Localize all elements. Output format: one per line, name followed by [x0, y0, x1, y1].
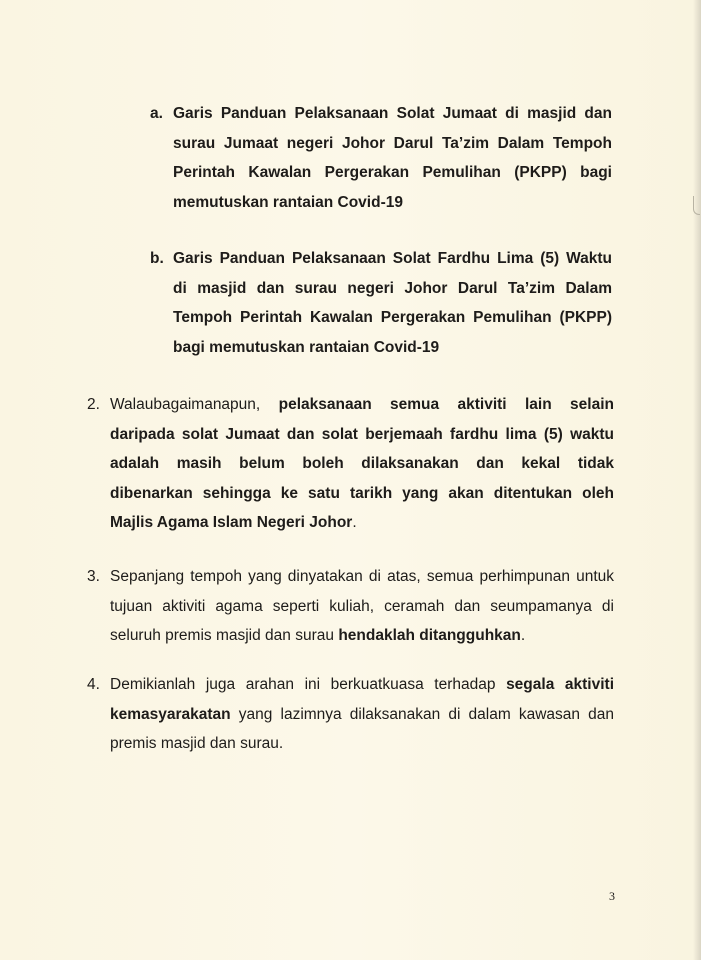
paragraph-2-line-5 — [110, 508, 614, 538]
sub-item-b-text — [173, 244, 612, 362]
paragraph-2-lead-word: Walaubagaimanapun, — [110, 396, 261, 413]
page-number: 3 — [609, 889, 615, 903]
sub-item-a-line-1: Garis Panduan Pelaksanaan Solat Jumaat di masjid dan — [173, 105, 612, 122]
page-fold-mark — [693, 196, 700, 215]
paragraph-3-bold-phrase: hendaklah ditangguhkan — [338, 627, 521, 644]
paragraph-3-period: . — [520, 627, 526, 644]
sub-item-a-text — [173, 99, 612, 217]
page-edge-shadow — [693, 0, 701, 960]
paragraph-4-text — [110, 670, 614, 759]
sub-item-b-line-3: Tempoh Perintah Kawalan Pergerakan Pemulihan (PKPP) — [173, 309, 612, 326]
paragraph-2-text — [110, 390, 614, 538]
paragraph-2-bold-phrase: pelaksanaan semua aktiviti lain selain — [278, 396, 614, 413]
paragraph-3-line-3 — [110, 621, 614, 651]
paragraph-3-marker: 3. — [87, 568, 100, 585]
paragraph-3-line-1: Sepanjang tempoh yang dinyatakan di atas, semua perhimpunan untuk — [110, 568, 614, 585]
paragraph-4-line-1 — [110, 670, 614, 700]
paragraph-4-marker: 4. — [87, 676, 100, 693]
paragraph-3-line-2: tujuan aktiviti agama seperti kuliah, ceramah dan seumpamanya di — [110, 597, 614, 615]
paragraph-2-line-1 — [110, 390, 614, 420]
paragraph-4-bold-phrase-2: kemasyarakatan — [110, 705, 231, 723]
paragraph-2-authority: Majlis Agama Islam Negeri Johor — [110, 514, 353, 531]
sub-item-a-marker: a. — [150, 105, 163, 122]
paragraph-2-period: . — [352, 514, 357, 531]
paragraph-3-text — [110, 562, 614, 651]
paragraph-3-line-3-text: seluruh premis masjid dan surau — [110, 627, 334, 644]
sub-item-a-line-2: surau Jumaat negeri Johor Darul Ta’zim Dalam Tempoh — [173, 134, 612, 152]
sub-item-a-line-4: memutuskan rantaian Covid-19 — [173, 193, 403, 211]
paragraph-4-bold-phrase-1: segala aktiviti — [506, 676, 614, 693]
paragraph-2-line-3: adalah masih belum boleh dilaksanakan dan kekal tidak — [110, 455, 614, 472]
sub-item-b-line-2: di masjid dan surau negeri Johor Darul Ta’zim Dalam — [173, 279, 612, 297]
paragraph-4-line-2 — [110, 700, 614, 730]
sub-item-b-marker: b. — [150, 250, 164, 267]
paragraph-4-line-1-text: Demikianlah juga arahan ini berkuatkuasa terhadap — [110, 676, 496, 693]
sub-item-b-line-4: bagi memutuskan rantaian Covid-19 — [173, 338, 440, 356]
paragraph-2-line-2: daripada solat Jumaat dan solat berjemaah fardhu lima (5) waktu — [110, 425, 614, 443]
paragraph-2-marker: 2. — [87, 396, 100, 413]
paragraph-2-line-4: dibenarkan sehingga ke satu tarikh yang akan ditentukan oleh — [110, 484, 614, 502]
sub-item-b-line-1: Garis Panduan Pelaksanaan Solat Fardhu Lima (5) Waktu — [173, 250, 612, 267]
sub-item-a-line-3: Perintah Kawalan Pergerakan Pemulihan (PKPP) bagi — [173, 164, 612, 181]
paragraph-4-line-2-text: yang lazimnya dilaksanakan di dalam kawasan dan — [238, 705, 615, 723]
paragraph-4-line-3: premis masjid dan surau. — [110, 735, 284, 752]
